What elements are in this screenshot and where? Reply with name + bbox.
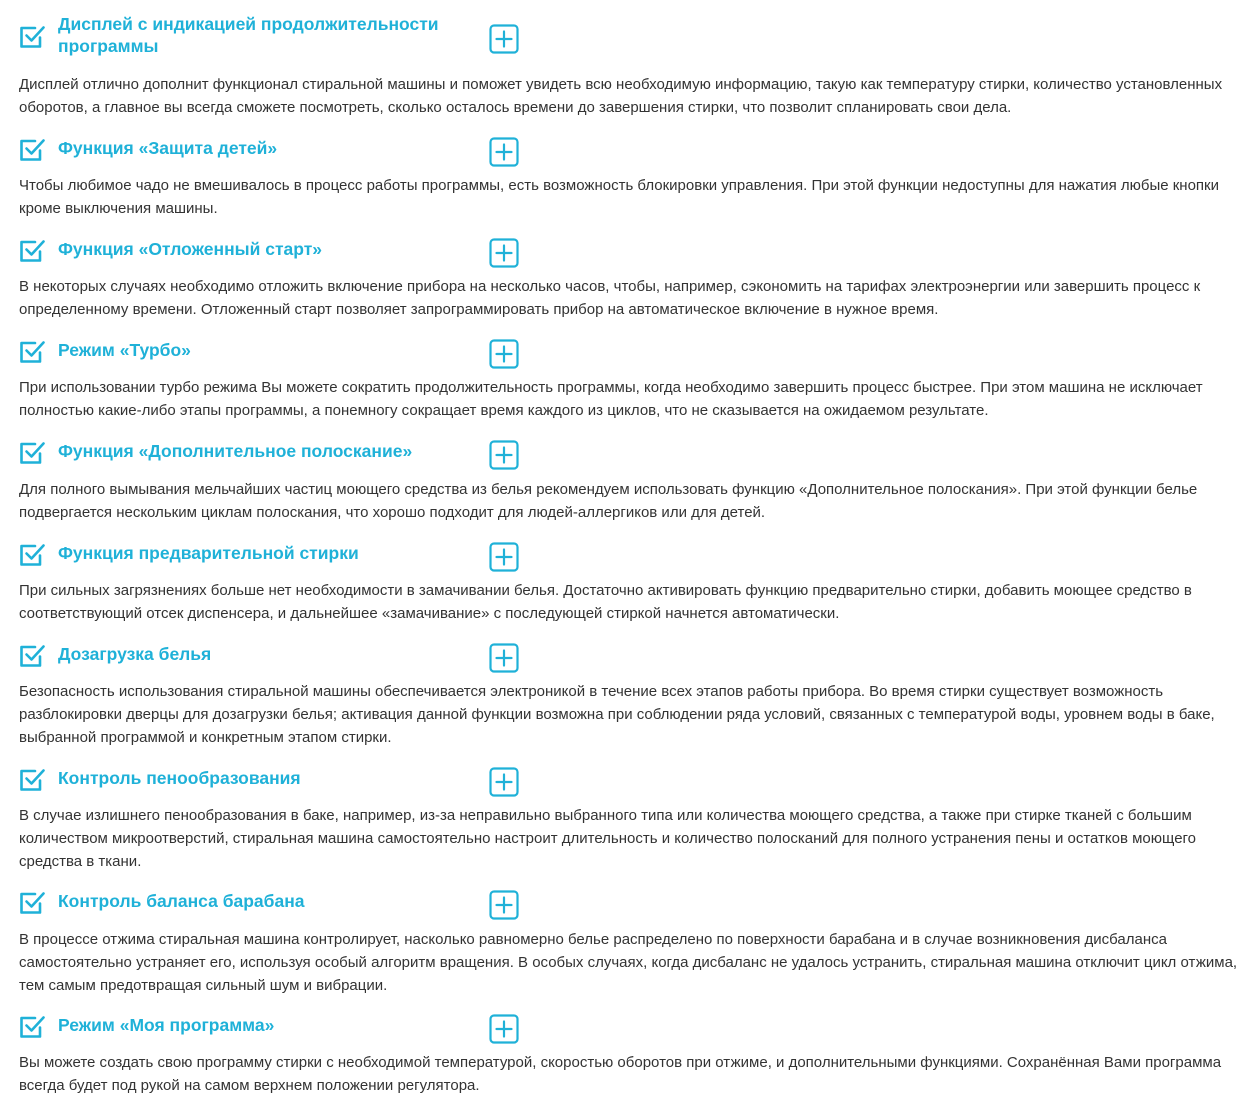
expand-button[interactable] [489,238,519,268]
checkbox-check-icon [18,136,46,164]
expand-button[interactable] [489,767,519,797]
plus-box-icon [489,542,519,572]
feature-description: В некоторых случаях необходимо отложить включение прибора на несколько часов, чтобы, например, сэкономить на тарифах электроэнергии или завершить процесс к определенному времени. Отложенный старт позволяет запрограммировать прибор на автоматическое включение в нужное время. [19,278,1201,318]
checkbox-check-icon [18,642,46,670]
expand-button[interactable] [489,890,519,920]
plus-box-icon [489,339,519,369]
plus-box-icon [489,767,519,797]
checkbox-check-icon [18,766,46,794]
feature-description: В процессе отжима стиральная машина контролирует, насколько равномерно белье распределено по поверхности барабана и в случае возникновения дисбаланса самостоятельно устраняет его, используя особый алгоритм вращения. В особых случаях, когда дисбаланс не удалось устранить, стиральная машина отключит цикл отжима, тем самым предотвращая сильный шум и вибрации. [19,931,1238,994]
checkbox-check-icon [18,439,46,467]
expand-button[interactable] [489,339,519,369]
checkbox-check-icon [18,338,46,366]
plus-box-icon [489,1014,519,1044]
expand-button[interactable] [489,1014,519,1044]
plus-box-icon [489,440,519,470]
feature-title: Дозагрузка белья [58,644,212,664]
feature-title: Функция «Защита детей» [58,138,278,158]
feature-title: Дисплей с индикацией продолжительности программы [58,14,439,56]
plus-box-icon [489,643,519,673]
feature-description: Вы можете создать свою программу стирки с необходимой температурой, скоростью оборотов при отжиме, и дополнительными функциями. Сохранённая Вами программа всегда будет под рукой на самом верхнем положении регулятора. [19,1054,1222,1094]
checkbox-check-icon [18,889,46,917]
plus-box-icon [489,24,519,54]
expand-button[interactable] [489,542,519,572]
checkbox-check-icon [18,541,46,569]
feature-title: Режим «Турбо» [58,340,191,360]
feature-description: В случае излишнего пенообразования в баке, например, из-за неправильно выбранного типа или количества моющего средства, а также при стирке тканей с большим количеством микроотверстий, стиральная машина самостоятельно настроит длительность и количество полосканий для полного устранения пены и остатков моющего средства в ткани. [19,807,1197,870]
expand-button[interactable] [489,643,519,673]
checkbox-check-icon [18,237,46,265]
feature-title: Контроль баланса барабана [58,891,305,911]
feature-description: При сильных загрязнениях больше нет необходимости в замачивании белья. Достаточно активировать функцию предварительно стирки, добавить моющее средство в соответствующий отсек диспенсера, и дальнейшее «замачивание» с последующей стиркой начнется автоматически. [19,582,1192,622]
plus-box-icon [489,238,519,268]
feature-description: При использовании турбо режима Вы можете сократить продолжительность программы, когда необходимо завершить процесс быстрее. При этом машина не исключает полностью какие-либо этапы программы, а понемногу сокращает время каждого из циклов, что не сказывается на ожидаемом результате. [19,379,1203,419]
expand-button[interactable] [489,137,519,167]
plus-box-icon [489,890,519,920]
feature-title: Функция «Дополнительное полоскание» [58,441,413,461]
feature-description: Чтобы любимое чадо не вмешивалось в процесс работы программы, есть возможность блокировки управления. При этой функции недоступны для нажатия любые кнопки кроме выключения машины. [19,177,1219,217]
feature-title: Функция предварительной стирки [58,543,359,563]
feature-description: Для полного вымывания мельчайших частиц моющего средства из белья рекомендуем использовать функцию «Дополнительное полоскания». При этой функции белье подвергается нескольким циклам полоскания, что хорошо подходит для людей-аллергиков или для детей. [19,481,1198,521]
feature-description: Дисплей отлично дополнит функционал стиральной машины и поможет увидеть всю необходимую информацию, такую как температуру стирки, количество установленных оборотов, а главное вы всегда сможете посмотреть, сколько осталось времени до завершения стирки, что позволит спланировать свои дела. [19,76,1223,116]
checkbox-check-icon [18,1013,46,1041]
plus-box-icon [489,137,519,167]
feature-description: Безопасность использования стиральной машины обеспечивается электроникой в течение всех этапов работы прибора. Во время стирки существует возможность разблокировки дверцы для дозагрузки белья; активация данной функции возможна при соблюдении ряда условий, связанных с температурой воды, уровнем воды в баке, выбранной программой и конкретным этапом стирки. [19,683,1215,746]
expand-button[interactable] [489,440,519,470]
expand-button[interactable] [489,24,519,54]
feature-title: Контроль пенообразования [58,768,301,788]
feature-title: Функция «Отложенный старт» [58,239,323,259]
checkbox-check-icon [18,23,46,51]
feature-title: Режим «Моя программа» [58,1015,275,1035]
